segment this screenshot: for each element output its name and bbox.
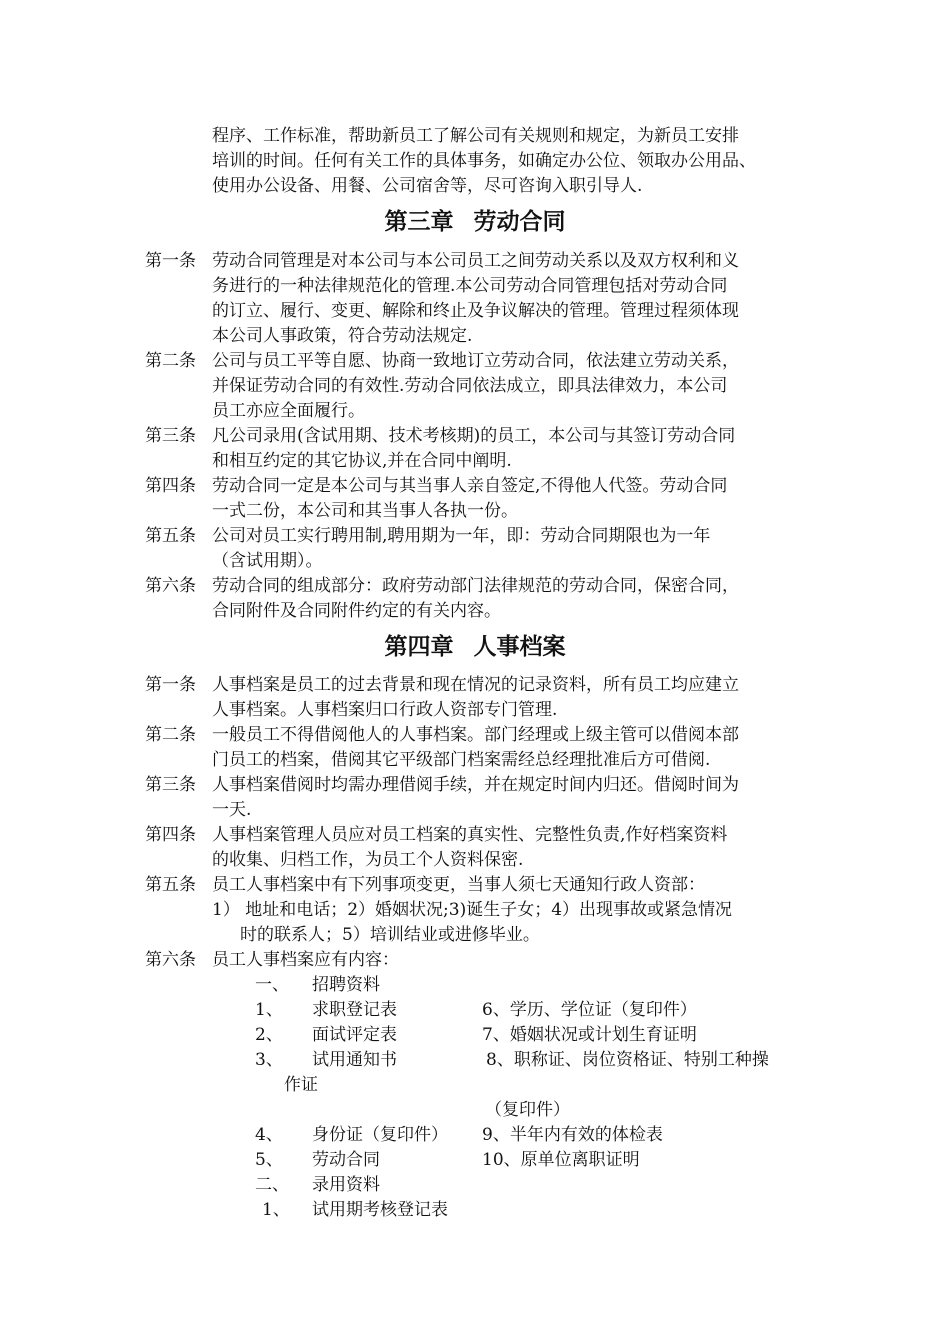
article-number: 第六条 bbox=[145, 576, 196, 596]
intro-line: 培训的时间。任何有关工作的具体事务，如确定办公位、领取办公用品、 bbox=[212, 151, 756, 171]
article-line: 务进行的一种法律规范化的管理.本公司劳动合同管理包括对劳动合同 bbox=[212, 276, 728, 296]
list-item-number: 4、 bbox=[255, 1125, 283, 1145]
list-item: 求职登记表 bbox=[312, 1000, 397, 1020]
list-item: 面试评定表 bbox=[312, 1025, 397, 1045]
section-number: 一、 bbox=[255, 975, 289, 995]
article-number: 第一条 bbox=[145, 675, 196, 695]
chapter-4-heading bbox=[0, 632, 950, 662]
article-number: 第四条 bbox=[145, 476, 196, 496]
intro-line: 使用办公设备、用餐、公司宿舍等，尽可咨询入职引导人. bbox=[212, 176, 643, 196]
chapter-title: 人事档案 bbox=[473, 633, 566, 660]
section-title: 录用资料 bbox=[312, 1175, 380, 1195]
list-item: 劳动合同 bbox=[312, 1150, 380, 1170]
article-line: 人事档案是员工的过去背景和现在情况的记录资料，所有员工均应建立 bbox=[212, 675, 739, 695]
chapter-number: 第四章 bbox=[384, 633, 454, 660]
article-number: 第一条 bbox=[145, 251, 196, 271]
article-line: 一天. bbox=[212, 800, 252, 820]
article-line: 人事档案管理人员应对员工档案的真实性、完整性负责,作好档案资料 bbox=[212, 825, 728, 845]
list-item-wrap: （复印件） bbox=[485, 1100, 570, 1120]
article-number: 第三条 bbox=[145, 426, 196, 446]
section-title: 招聘资料 bbox=[312, 975, 380, 995]
article-line: 劳动合同一定是本公司与其当事人亲自签定,不得他人代签。劳动合同 bbox=[212, 476, 728, 496]
article-line: 员工人事档案中有下列事项变更，当事人须七天通知行政人资部： bbox=[212, 875, 705, 895]
article-line: 本公司人事政策，符合劳动法规定. bbox=[212, 326, 473, 346]
article-number: 第五条 bbox=[145, 526, 196, 546]
list-item: 9、半年内有效的体检表 bbox=[482, 1125, 663, 1145]
list-item: 试用期考核登记表 bbox=[312, 1200, 448, 1220]
list-item: 6、学历、学位证（复印件） bbox=[482, 1000, 697, 1020]
article-line: （含试用期）。 bbox=[212, 551, 323, 571]
article-line: 1） 地址和电话；2）婚姻状况;3)诞生子女；4）出现事故或紧急情况 bbox=[212, 900, 733, 920]
chapter-title: 劳动合同 bbox=[473, 208, 566, 235]
list-item: 10、原单位离职证明 bbox=[482, 1150, 640, 1170]
article-number: 第五条 bbox=[145, 875, 196, 895]
article-line: 合同附件及合同附件约定的有关内容。 bbox=[212, 601, 501, 621]
article-line: 的收集、归档工作，为员工个人资料保密. bbox=[212, 850, 524, 870]
list-item: 7、婚姻状况或计划生育证明 bbox=[482, 1025, 697, 1045]
article-number: 第六条 bbox=[145, 950, 196, 970]
article-line: 凡公司录用(含试用期、技术考核期)的员工，本公司与其签订劳动合同 bbox=[212, 426, 736, 446]
list-item-number: 2、 bbox=[255, 1025, 283, 1045]
article-line: 一式二份，本公司和其当事人各执一份。 bbox=[212, 501, 518, 521]
article-line: 员工亦应全面履行。 bbox=[212, 401, 365, 421]
article-line: 和相互约定的其它协议,并在合同中阐明. bbox=[212, 451, 512, 471]
list-item-wrap: 作证 bbox=[284, 1075, 318, 1095]
list-item-number: 5、 bbox=[255, 1150, 283, 1170]
section-number: 二、 bbox=[255, 1175, 289, 1195]
article-line: 人事档案。人事档案归口行政人资部专门管理. bbox=[212, 700, 558, 720]
chapter-number: 第三章 bbox=[384, 208, 454, 235]
article-number: 第二条 bbox=[145, 351, 196, 371]
list-item-number: 1、 bbox=[255, 1000, 283, 1020]
article-line: 公司与员工平等自愿、协商一致地订立劳动合同，依法建立劳动关系， bbox=[212, 351, 739, 371]
chapter-3-heading bbox=[0, 207, 950, 237]
article-number: 第二条 bbox=[145, 725, 196, 745]
article-number: 第三条 bbox=[145, 775, 196, 795]
article-line: 公司对员工实行聘用制,聘用期为一年，即：劳动合同期限也为一年 bbox=[212, 526, 711, 546]
list-item: 试用通知书 bbox=[312, 1050, 397, 1070]
article-line: 人事档案借阅时均需办理借阅手续，并在规定时间内归还。借阅时间为 bbox=[212, 775, 739, 795]
intro-line: 程序、工作标准，帮助新员工了解公司有关规则和规定，为新员工安排 bbox=[212, 126, 739, 146]
article-line: 员工人事档案应有内容： bbox=[212, 950, 399, 970]
article-line: 的订立、履行、变更、解除和终止及争议解决的管理。管理过程须体现 bbox=[212, 301, 739, 321]
list-item-number: 3、 bbox=[255, 1050, 283, 1070]
list-item: 8、职称证、岗位资格证、特别工种操 bbox=[486, 1050, 769, 1070]
article-line: 劳动合同管理是对本公司与本公司员工之间劳动关系以及双方权利和义 bbox=[212, 251, 739, 271]
article-line: 一般员工不得借阅他人的人事档案。部门经理或上级主管可以借阅本部 bbox=[212, 725, 739, 745]
article-number: 第四条 bbox=[145, 825, 196, 845]
article-line: 劳动合同的组成部分：政府劳动部门法律规范的劳动合同，保密合同， bbox=[212, 576, 739, 596]
article-line: 时的联系人；5）培训结业或进修毕业。 bbox=[240, 925, 540, 945]
list-item-number: 1、 bbox=[262, 1200, 290, 1220]
list-item: 身份证（复印件） bbox=[312, 1125, 448, 1145]
article-line: 门员工的档案，借阅其它平级部门档案需经总经理批准后方可借阅. bbox=[212, 750, 711, 770]
article-line: 并保证劳动合同的有效性.劳动合同依法成立，即具法律效力，本公司 bbox=[212, 376, 728, 396]
